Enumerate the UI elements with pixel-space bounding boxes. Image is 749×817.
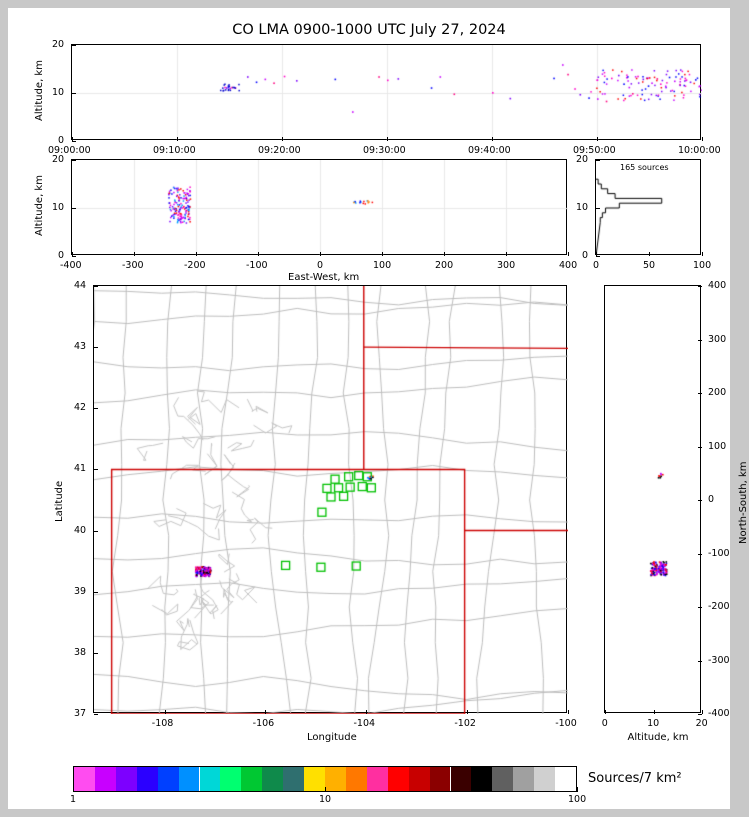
xtick xyxy=(265,710,266,714)
xtick-label: -300 xyxy=(122,260,144,271)
ytick xyxy=(94,347,98,348)
colorbar-cell xyxy=(471,767,492,791)
colorbar-cell xyxy=(137,767,158,791)
xtick xyxy=(165,710,166,714)
xtick xyxy=(134,252,135,256)
ytick-label: 10 xyxy=(52,202,65,213)
ytick-label: -300 xyxy=(708,654,730,666)
ytick xyxy=(698,393,702,394)
xtick-label: -104 xyxy=(353,718,376,729)
xtick-label: -100 xyxy=(246,260,268,271)
ytick xyxy=(596,208,600,209)
ew-height-xlabel: East-West, km xyxy=(288,272,360,283)
xtick xyxy=(605,710,606,714)
colorbar-cell xyxy=(451,767,472,791)
ytick xyxy=(72,93,76,94)
ytick-label: 0 xyxy=(58,135,65,146)
colorbar-cell xyxy=(346,767,367,791)
ytick-label: 20 xyxy=(52,39,65,50)
ytick xyxy=(72,160,76,161)
colorbar-cell xyxy=(513,767,534,791)
colorbar-cell xyxy=(95,767,116,791)
xtick-label: 09:30:00 xyxy=(363,145,406,156)
ytick xyxy=(72,256,76,257)
colorbar-cell xyxy=(534,767,555,791)
colorbar-cell xyxy=(367,767,388,791)
ytick-label: 20 xyxy=(576,154,589,165)
colorbar-cell xyxy=(492,767,513,791)
xtick xyxy=(382,252,383,256)
xtick-label: 0 xyxy=(317,260,324,271)
time-height-ylabel: Altitude, km xyxy=(34,60,45,121)
ytick xyxy=(72,141,76,142)
colorbar-cell xyxy=(158,767,179,791)
page-title: CO LMA 0900-1000 UTC July 27, 2024 xyxy=(232,22,506,38)
colorbar-tick xyxy=(73,787,74,792)
xtick xyxy=(568,252,569,256)
colorbar-cell xyxy=(241,767,262,791)
xtick xyxy=(702,252,703,256)
colorbar-cell xyxy=(200,767,221,791)
colorbar-cell xyxy=(116,767,137,791)
xtick xyxy=(702,137,703,141)
xtick-label: -400 xyxy=(60,260,82,271)
ytick xyxy=(698,714,702,715)
xtick-label: -102 xyxy=(454,718,476,729)
colorbar-tick xyxy=(325,787,326,792)
colorbar-cell xyxy=(555,767,576,791)
xtick xyxy=(366,710,367,714)
xtick-label: 09:20:00 xyxy=(258,145,301,156)
ytick xyxy=(94,408,98,409)
xtick-label: 0 xyxy=(593,260,600,271)
colorbar-cell xyxy=(262,767,283,791)
colorbar-tick-label: 1 xyxy=(70,794,77,805)
ytick-label: 200 xyxy=(708,387,727,398)
xtick-label: 200 xyxy=(435,260,454,271)
ytick-label: 43 xyxy=(74,341,87,353)
xtick-label: -200 xyxy=(184,260,206,271)
xtick-label: -100 xyxy=(555,718,577,729)
xtick xyxy=(282,137,283,141)
colorbar-tick-label: 10 xyxy=(319,794,332,805)
colorbar-cell xyxy=(388,767,409,791)
ytick-label: -100 xyxy=(708,547,730,559)
xtick-label: 09:50:00 xyxy=(573,145,616,156)
xtick-label: -108 xyxy=(151,718,174,729)
xtick-label: -106 xyxy=(252,718,275,729)
xtick-label: 20 xyxy=(695,718,708,729)
colorbar-cell xyxy=(283,767,304,791)
xtick-label: 50 xyxy=(643,260,656,271)
ytick-label: 37 xyxy=(74,708,87,719)
xtick xyxy=(654,710,655,714)
xtick xyxy=(72,137,73,141)
xtick xyxy=(702,710,703,714)
ytick-label: 39 xyxy=(74,585,87,597)
xtick xyxy=(467,710,468,714)
ytick xyxy=(72,208,76,209)
xtick-label: 10:00:00 xyxy=(678,145,721,156)
xtick-label: 300 xyxy=(497,260,516,271)
xtick-label: 100 xyxy=(373,260,392,271)
xtick xyxy=(72,252,73,256)
ytick-label: 38 xyxy=(74,646,87,658)
ytick xyxy=(94,469,98,470)
xtick xyxy=(387,137,388,141)
ytick-label: 100 xyxy=(708,440,727,452)
map-xlabel: Longitude xyxy=(307,732,357,743)
ytick xyxy=(72,45,76,46)
ytick xyxy=(698,447,702,448)
colorbar-cell xyxy=(409,767,430,791)
ytick-label: 0 xyxy=(582,250,589,261)
xtick xyxy=(258,252,259,256)
ytick-label: 10 xyxy=(576,202,589,213)
ns-ylabel: North-South, km xyxy=(738,461,749,544)
ytick-label: 42 xyxy=(74,402,87,414)
ytick-label: 20 xyxy=(52,154,65,165)
xtick xyxy=(444,252,445,256)
ytick xyxy=(698,661,702,662)
xtick xyxy=(196,252,197,256)
xtick xyxy=(492,137,493,141)
xtick-label: 09:00:00 xyxy=(48,145,91,156)
ytick xyxy=(698,340,702,341)
ytick xyxy=(698,554,702,555)
ytick xyxy=(94,714,98,715)
colorbar-cell xyxy=(179,767,200,791)
colorbar-cell xyxy=(220,767,241,791)
ytick-label: -400 xyxy=(708,708,730,719)
ytick xyxy=(94,286,98,287)
ytick-label: 44 xyxy=(74,280,87,291)
ytick-label: 10 xyxy=(52,87,65,98)
ytick-label: 400 xyxy=(708,280,727,291)
xtick xyxy=(597,137,598,141)
xtick xyxy=(320,252,321,256)
xtick-label: 0 xyxy=(601,718,608,729)
xtick-label: 100 xyxy=(693,260,712,271)
ytick-label: 300 xyxy=(708,333,727,345)
xtick xyxy=(568,710,569,714)
ytick xyxy=(94,592,98,593)
xtick-label: 09:10:00 xyxy=(153,145,196,156)
colorbar-cell xyxy=(430,767,451,791)
map-ylabel: Latitude xyxy=(54,480,65,522)
ytick-label: 41 xyxy=(74,463,87,475)
ytick xyxy=(94,653,98,654)
ytick xyxy=(596,160,600,161)
xtick xyxy=(177,137,178,141)
ns-xlabel: Altitude, km xyxy=(627,732,689,743)
colorbar-cell xyxy=(74,767,95,791)
xtick xyxy=(596,252,597,256)
colorbar-tick xyxy=(577,787,578,792)
colorbar-tick-label: 100 xyxy=(568,794,587,805)
ytick xyxy=(698,286,702,287)
colorbar-cell xyxy=(304,767,325,791)
xtick-label: 10 xyxy=(647,718,660,729)
ytick-label: 40 xyxy=(74,524,87,536)
colorbar-cell xyxy=(325,767,346,791)
xtick xyxy=(649,252,650,256)
colorbar-label: Sources/7 km² xyxy=(588,771,682,786)
ytick-label: 0 xyxy=(708,494,715,505)
xtick-label: 09:40:00 xyxy=(468,145,511,156)
ytick-label: 0 xyxy=(58,250,65,261)
ytick xyxy=(698,500,702,501)
ytick xyxy=(698,607,702,608)
xtick-label: 400 xyxy=(559,260,578,271)
xtick xyxy=(506,252,507,256)
source-count-annotation: 165 sources xyxy=(620,163,669,172)
ytick-label: -200 xyxy=(708,601,730,612)
ytick xyxy=(94,531,98,532)
ytick xyxy=(596,256,600,257)
ew-height-ylabel: Altitude, km xyxy=(34,175,45,236)
